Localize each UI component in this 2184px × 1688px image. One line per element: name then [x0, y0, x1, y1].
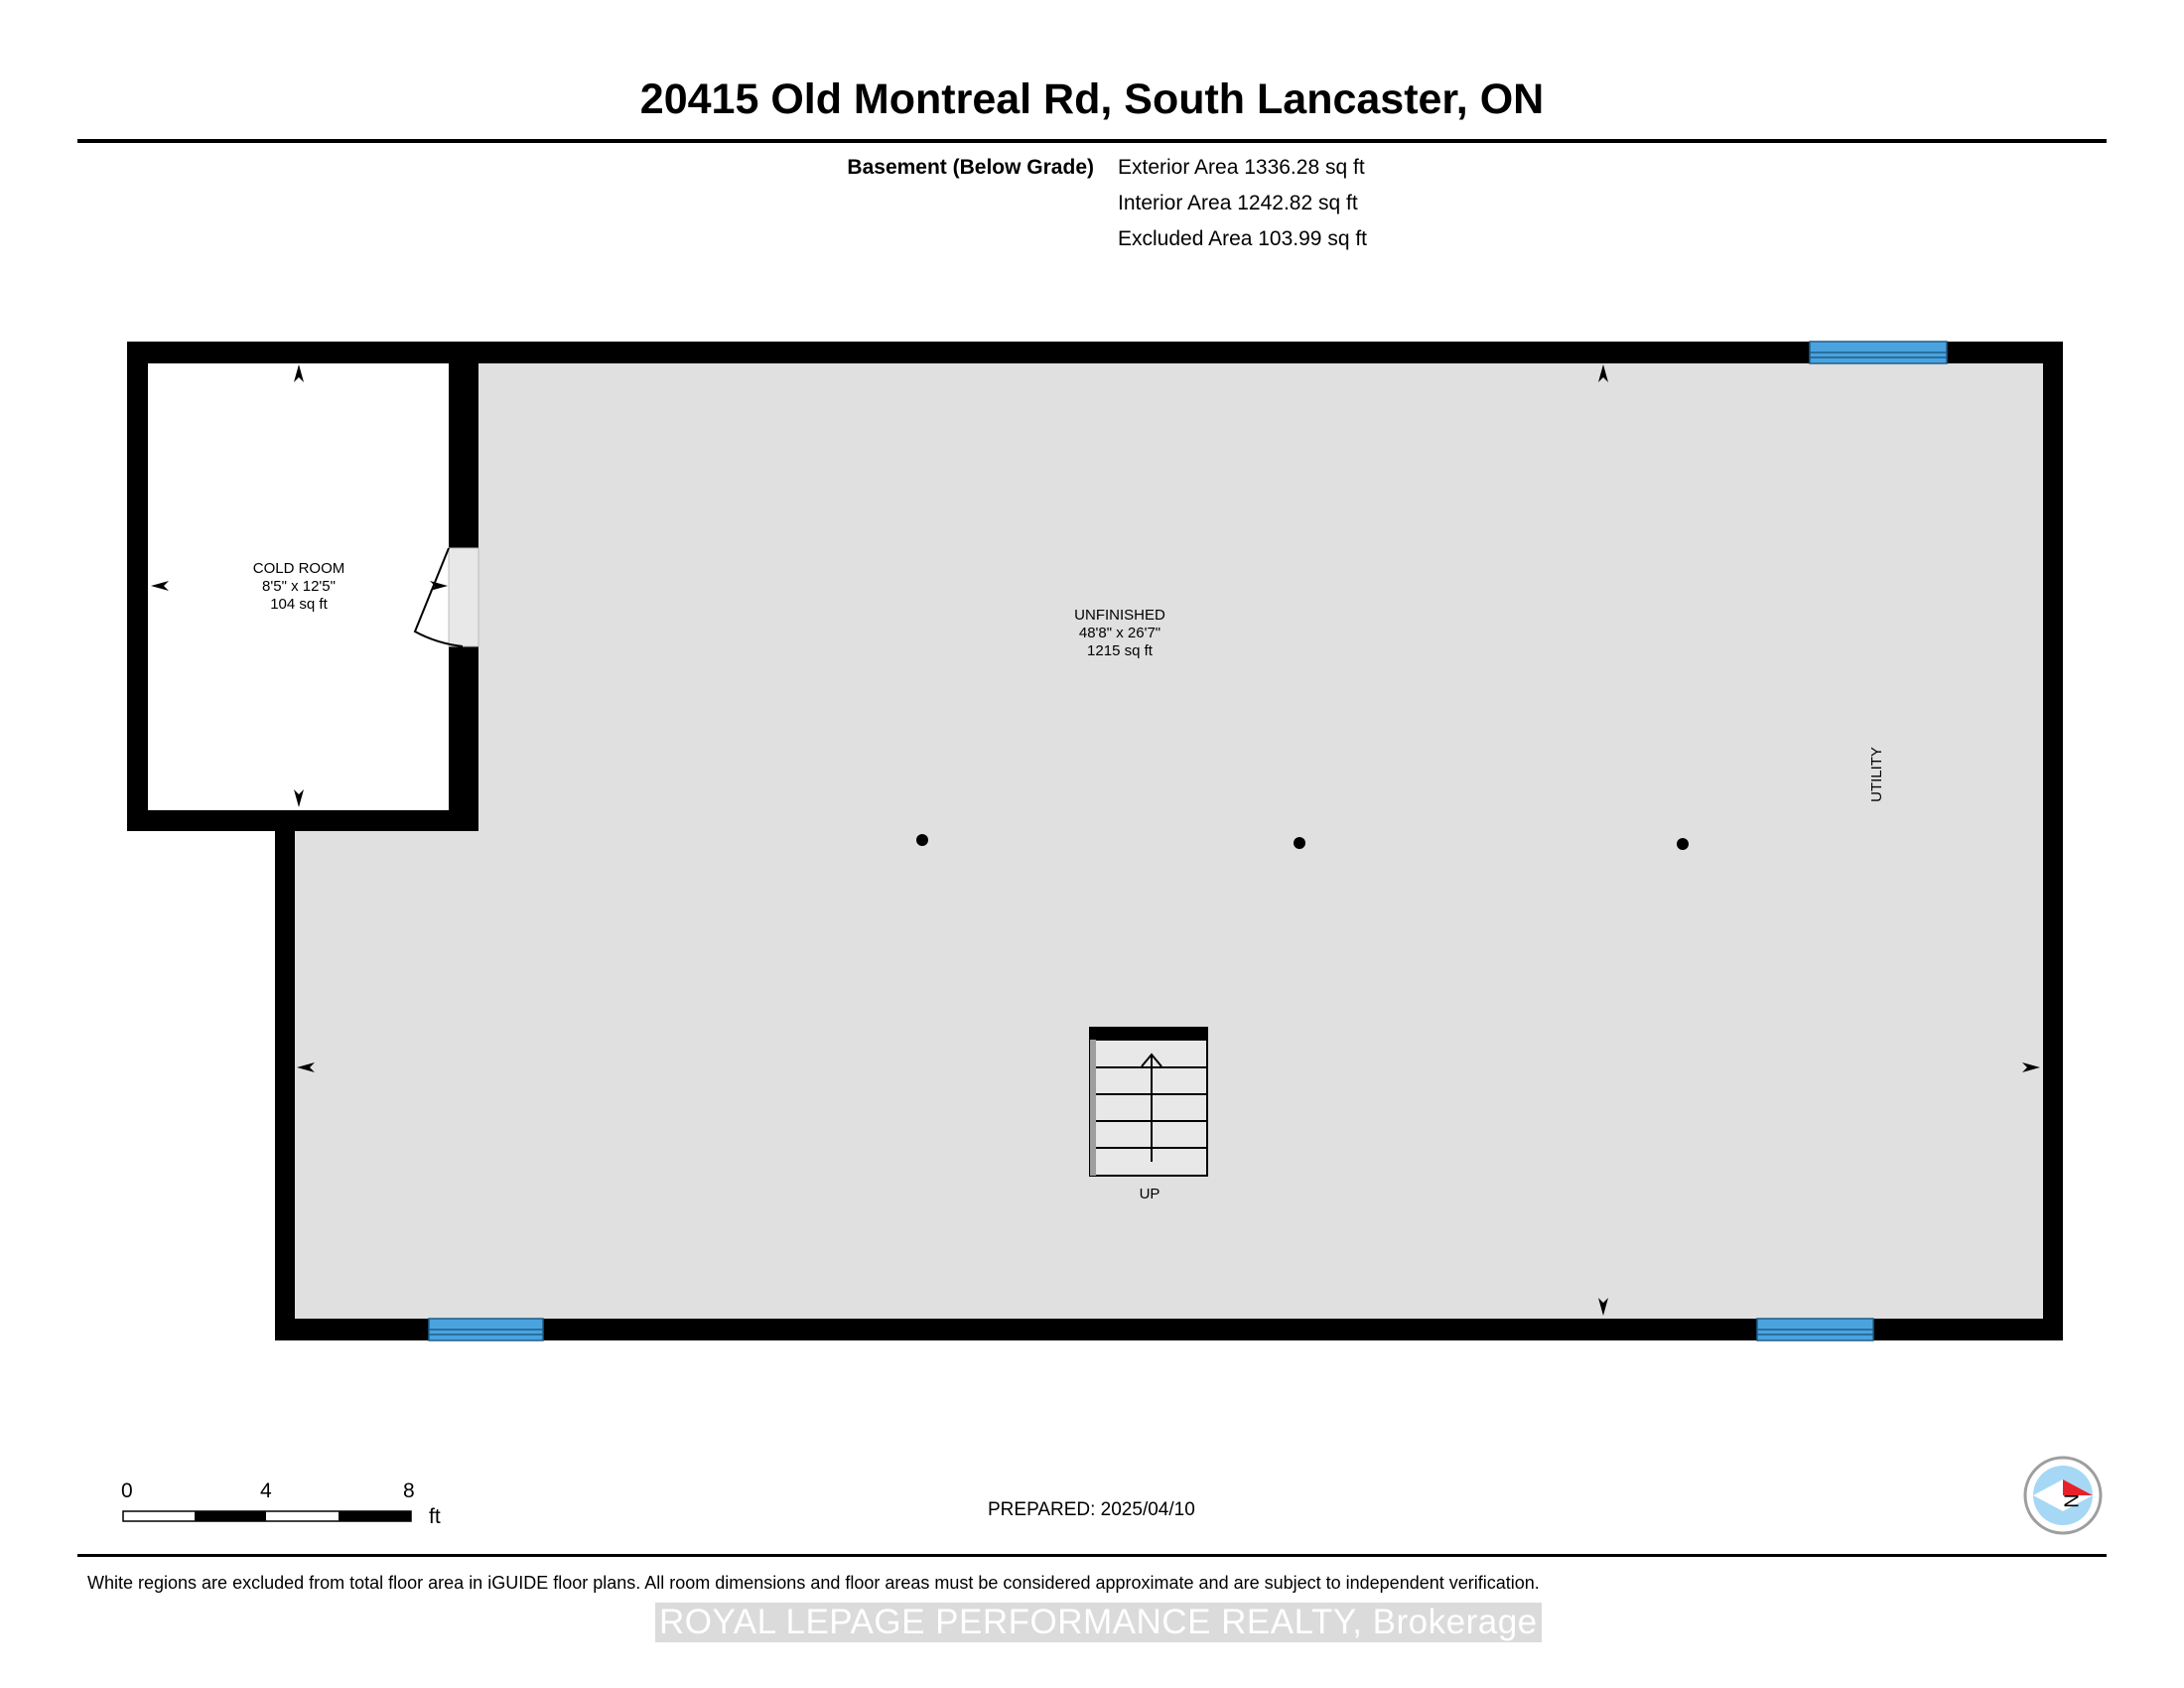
stairs-up-label: UP [1139, 1186, 1160, 1202]
excluded-area: Excluded Area 103.99 sq ft [1118, 227, 1368, 250]
scale-tick-0: 0 [121, 1479, 133, 1502]
cold-room-dims: 8'5" x 12'5" [262, 578, 336, 595]
unfinished-dims: 48'8" x 26'7" [1078, 625, 1161, 641]
wall-top [127, 342, 2063, 363]
cold-room-name: COLD ROOM [252, 560, 345, 577]
floor-label: Basement (Below Grade) [847, 156, 1094, 179]
cold-room-area: 104 sq ft [270, 596, 328, 613]
watermark: ROYAL LEPAGE PERFORMANCE REALTY, Brokerage [655, 1603, 1542, 1642]
unfinished-area: 1215 sq ft [1087, 642, 1153, 659]
wall-cold-right-upper [449, 342, 478, 548]
exterior-area: Exterior Area 1336.28 sq ft [1118, 156, 1365, 179]
disclaimer: White regions are excluded from total floor area in iGUIDE floor plans. All room dimensions and floor areas must be considered approximate and are subject to independent verification. [87, 1573, 1540, 1593]
unfinished-floor [292, 355, 2049, 1329]
interior-area: Interior Area 1242.82 sq ft [1118, 192, 1358, 214]
utility-label: UTILITY [1868, 747, 1885, 802]
unfinished-name: UNFINISHED [1074, 607, 1165, 624]
footer-rule [77, 1554, 2107, 1557]
wall-cold-left [127, 342, 148, 830]
scale-tick-8: 8 [403, 1479, 415, 1502]
page-title: 20415 Old Montreal Rd, South Lancaster, ON [639, 75, 1545, 123]
scale-bar [123, 1511, 411, 1521]
stairs [1090, 1028, 1207, 1176]
prepared-date: PREPARED: 2025/04/10 [988, 1499, 1195, 1520]
north-label: N [2061, 1493, 2084, 1508]
door-opening [449, 548, 478, 646]
scale-unit: ft [429, 1505, 441, 1528]
wall-right [2043, 342, 2063, 1340]
wall-left-main [275, 810, 295, 1340]
scale-tick-4: 4 [260, 1479, 272, 1502]
wall-cold-bottom [127, 810, 478, 831]
wall-cold-right-lower [449, 646, 478, 831]
